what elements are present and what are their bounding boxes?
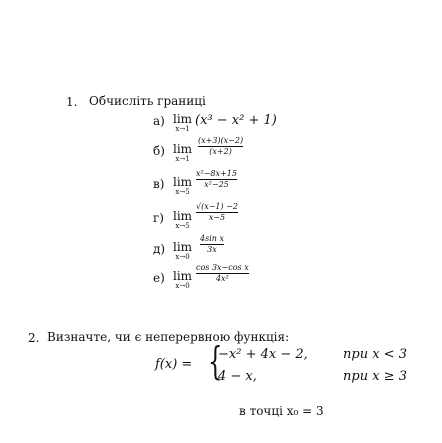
item-d-fraction xyxy=(196,203,238,222)
item-c-label: в) xyxy=(153,177,165,191)
item-b-lim-sub: x→1 xyxy=(175,155,190,163)
item-a-limit xyxy=(173,113,192,133)
item-f-lim-sub: x→0 xyxy=(175,282,190,290)
case-2-condition: при x ≥ 3 xyxy=(343,369,407,384)
piecewise-brace: { xyxy=(208,339,223,383)
point-condition: в точці x₀ = 3 xyxy=(239,404,324,418)
item-d-numerator: √(x−1) −2 xyxy=(196,202,238,211)
item-c-lim-word: lim xyxy=(173,175,193,189)
item-b-denominator: (x+2) xyxy=(209,147,232,156)
item-b-limit xyxy=(173,143,192,163)
item-c-denominator: x²−25 xyxy=(204,180,229,189)
problem-2-number: 2. xyxy=(28,331,40,345)
problem-1-number: 1. xyxy=(66,95,78,109)
item-f-numerator: cos 3x−cos x xyxy=(196,263,249,272)
item-a-label: а) xyxy=(153,114,165,128)
item-d-lim-word: lim xyxy=(173,209,193,223)
item-f-lim-word: lim xyxy=(173,269,193,283)
item-d-label: г) xyxy=(153,211,164,225)
case-1-condition: при x < 3 xyxy=(343,347,407,362)
item-f-fraction xyxy=(196,264,249,283)
item-c-limit xyxy=(173,176,192,196)
case-2-expression: 4 − x, xyxy=(218,369,257,384)
case-1-expression: −x² + 4x − 2, xyxy=(218,347,308,362)
item-e-label: д) xyxy=(153,242,166,256)
item-c-fraction xyxy=(196,170,237,189)
item-f-label: е) xyxy=(153,271,165,285)
item-c-numerator: x²−8x+15 xyxy=(196,169,237,178)
problem-1-heading: Обчисліть границі xyxy=(89,94,206,108)
item-f-limit xyxy=(173,270,192,290)
item-b-fraction xyxy=(198,137,243,156)
item-a-lim-word: lim xyxy=(173,112,193,126)
item-f-denominator: 4x² xyxy=(215,274,229,283)
item-e-lim-sub: x→0 xyxy=(175,253,190,261)
item-d-denominator: x−5 xyxy=(208,213,226,222)
problem-2-heading: Визначте, чи є неперервною функція: xyxy=(47,330,290,344)
item-a-expression: (x³ − x² + 1) xyxy=(195,113,277,128)
item-e-denominator: 3x xyxy=(207,245,217,254)
item-b-numerator: (x+3)(x−2) xyxy=(198,136,244,145)
item-d-lim-sub: x→5 xyxy=(175,222,190,230)
item-a-lim-sub: x→1 xyxy=(175,125,190,133)
item-d-limit xyxy=(173,210,192,230)
item-b-label: б) xyxy=(153,144,165,158)
item-e-lim-word: lim xyxy=(173,240,193,254)
item-c-lim-sub: x→5 xyxy=(175,188,190,196)
item-e-limit xyxy=(173,241,192,261)
function-lhs: f(x) = xyxy=(155,357,193,372)
item-e-fraction xyxy=(200,235,224,254)
item-e-numerator: 4sin x xyxy=(200,234,224,243)
item-b-lim-word: lim xyxy=(173,142,193,156)
